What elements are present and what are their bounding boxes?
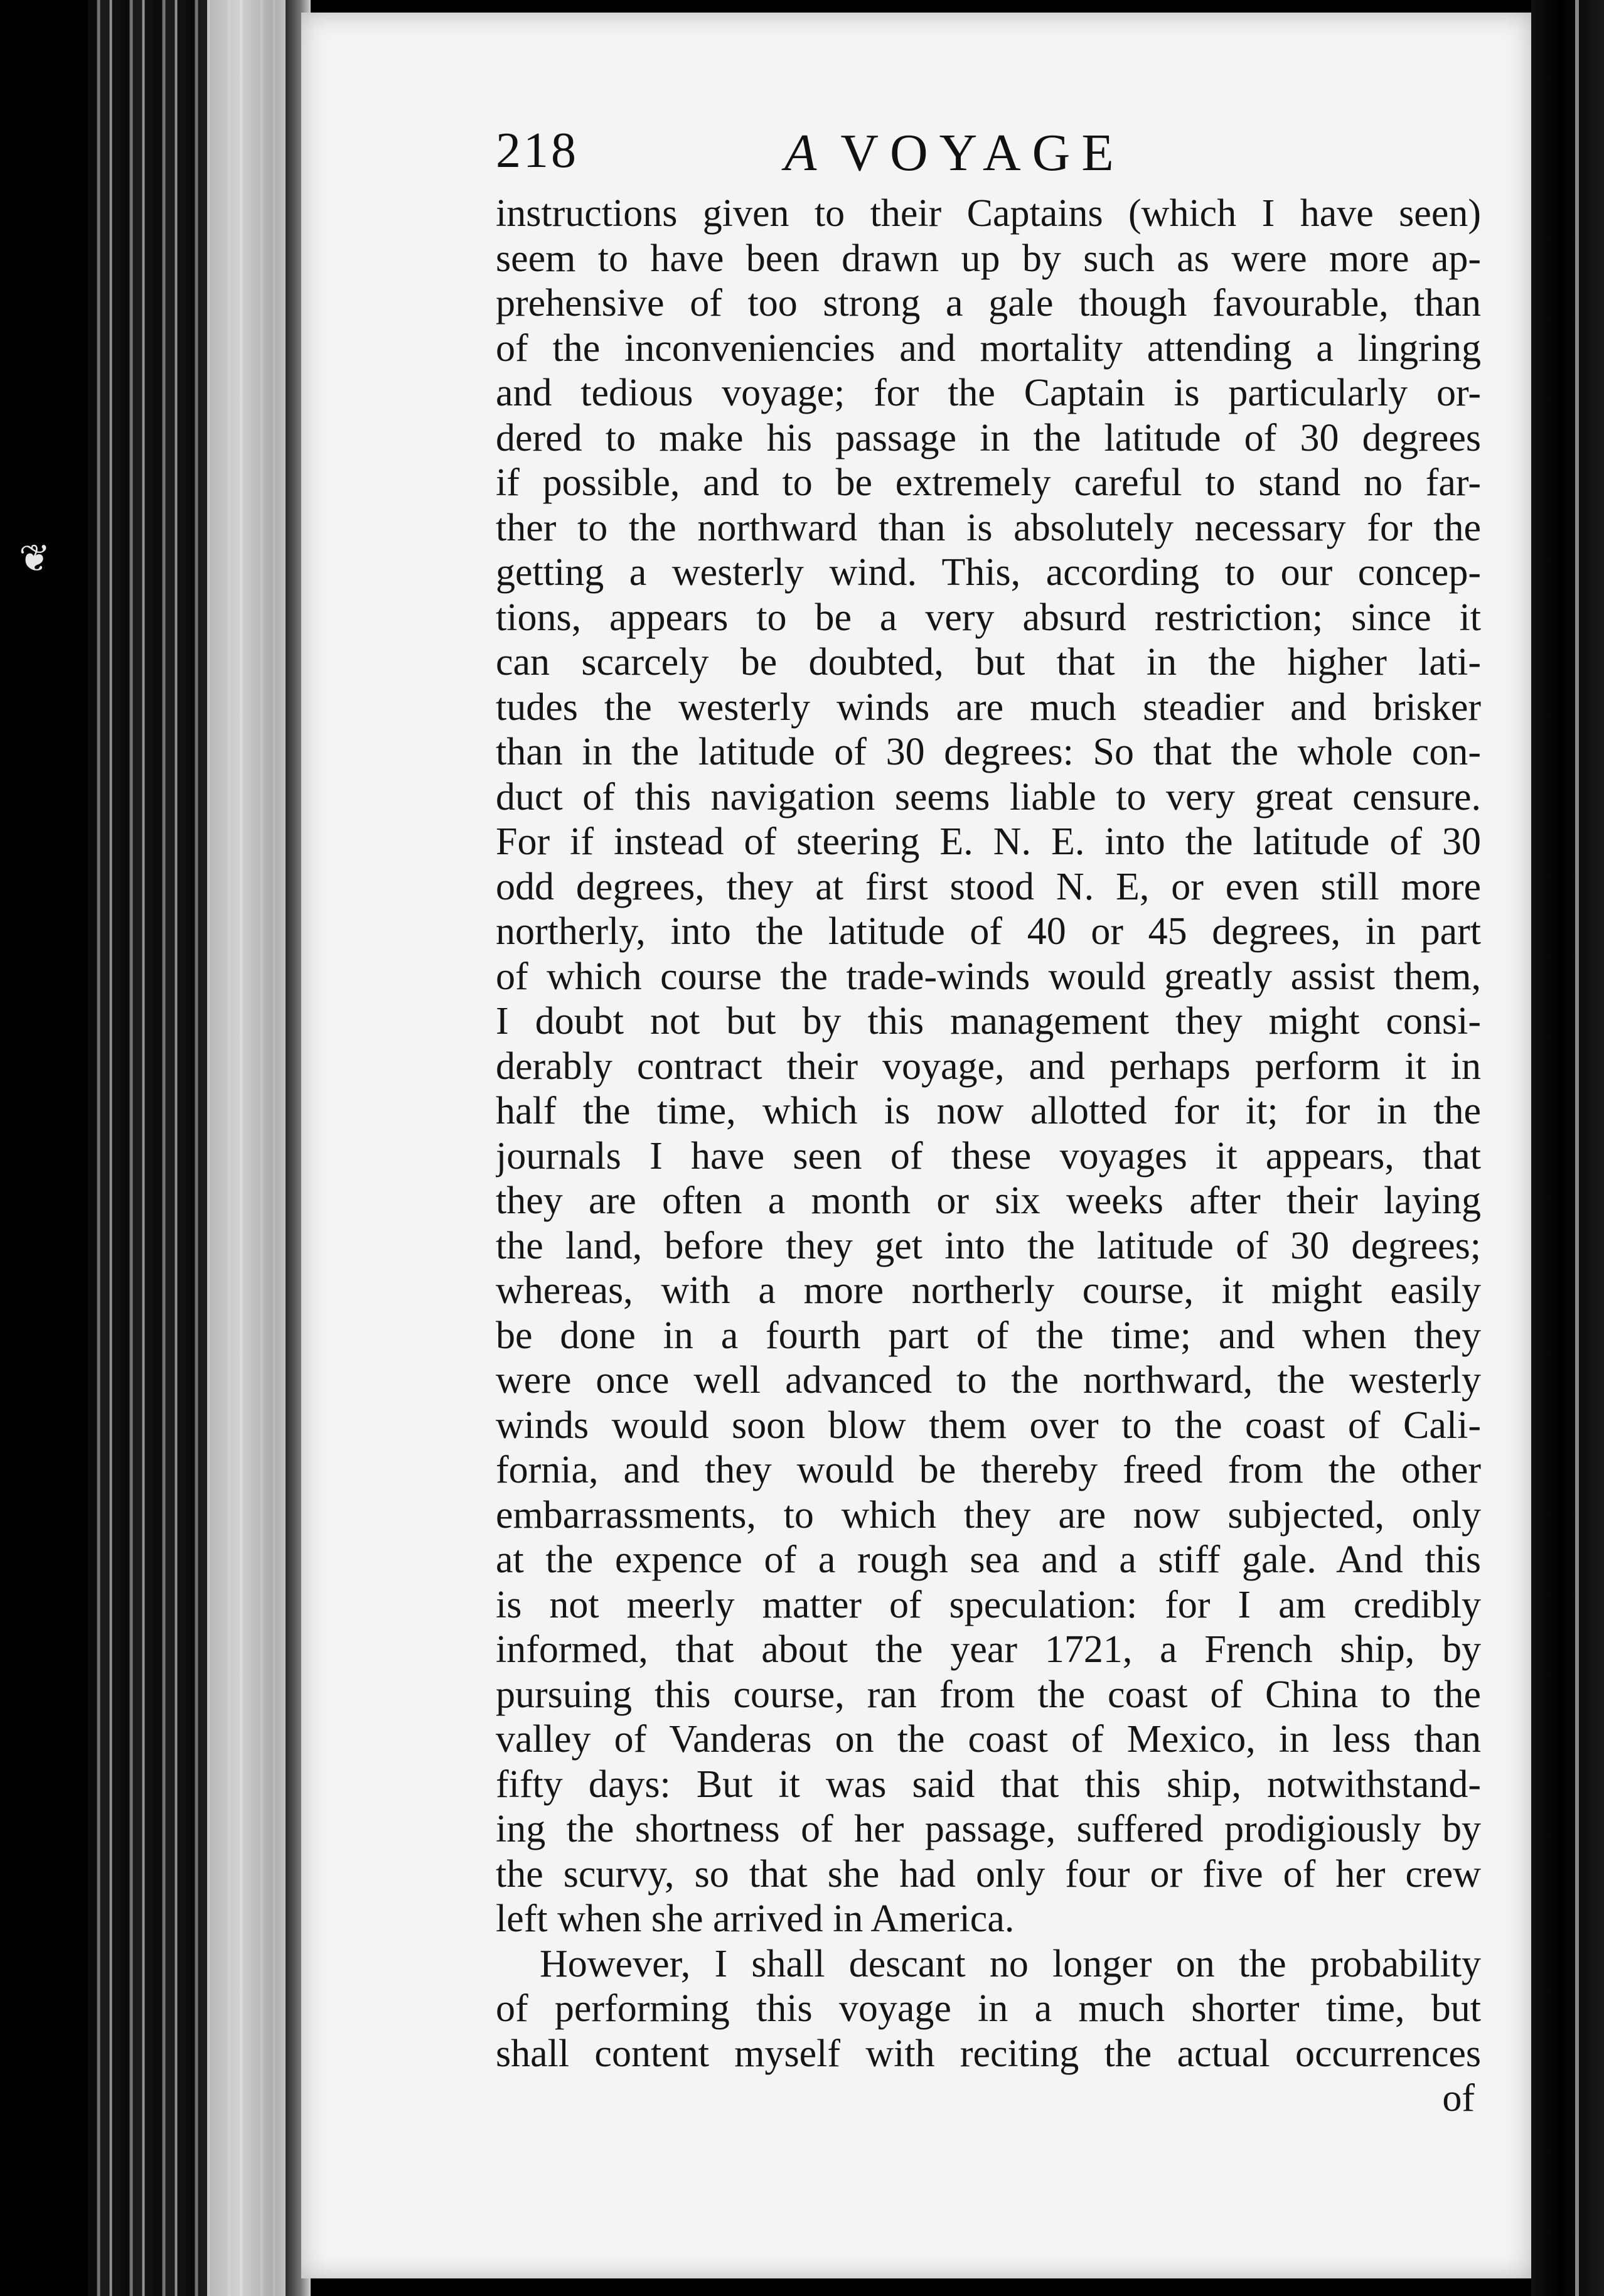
facing-page-edge bbox=[1531, 0, 1604, 2296]
text-line: informed, that about the year 1721, a French ship, by bbox=[496, 1628, 1481, 1671]
text-line: getting a westerly wind. This, according to our concep- bbox=[496, 551, 1481, 594]
text-line: were once well advanced to the northward, the westerly bbox=[496, 1359, 1481, 1402]
text-line: if possible, and to be extremely careful to stand no far- bbox=[496, 461, 1481, 504]
text-line: journals I have seen of these voyages it appears, that bbox=[496, 1134, 1481, 1178]
text-line: tudes the westerly winds are much steadier and brisker bbox=[496, 685, 1481, 729]
paragraph-end-line: left when she arrived in America. bbox=[496, 1897, 1015, 1940]
text-line: than in the latitude of 30 degrees: So that the whole con- bbox=[496, 731, 1481, 773]
running-head-word: VOYAGE bbox=[840, 124, 1125, 182]
body-text bbox=[496, 191, 1481, 2122]
running-head bbox=[496, 122, 1487, 191]
page-number: 218 bbox=[496, 123, 579, 178]
text-line: and tedious voyage; for the Captain is particularly or- bbox=[496, 372, 1481, 414]
text-line: northerly, into the latitude of 40 or 45 degrees, in part bbox=[496, 910, 1481, 953]
text-line: embarrassments, to which they are now subjected, only bbox=[496, 1493, 1481, 1537]
text-line: fornia, and they would be thereby freed from the other bbox=[496, 1449, 1481, 1491]
text-line: at the expence of a rough sea and a stiff gale. And this bbox=[496, 1538, 1481, 1581]
text-line: the scurvy, so that she had only four or five of her crew bbox=[496, 1852, 1481, 1896]
text-line: can scarcely be doubted, but that in the higher lati- bbox=[496, 641, 1481, 684]
text-line: instructions given to their Captains (which I have seen) bbox=[496, 192, 1481, 235]
running-head-title bbox=[784, 122, 1125, 183]
text-line: of the inconveniencies and mortality attending a lingring bbox=[496, 326, 1481, 370]
text-line: duct of this navigation seems liable to very great censure. bbox=[496, 775, 1481, 818]
text-line: derably contract their voyage, and perhaps perform it in bbox=[496, 1044, 1481, 1088]
text-line: prehensive of too strong a gale though favourable, than bbox=[496, 282, 1481, 325]
text-line: valley of Vanderas on the coast of Mexico, in less than bbox=[496, 1718, 1481, 1761]
margin-smudge: ❦ bbox=[19, 537, 51, 581]
running-head-article: A bbox=[784, 124, 828, 182]
text-line: I doubt not but by this management they might consi- bbox=[496, 1000, 1481, 1043]
text-line: be done in a fourth part of the time; and when they bbox=[496, 1314, 1481, 1357]
text-line: dered to make his passage in the latitude of 30 degrees bbox=[496, 416, 1481, 459]
text-line: tions, appears to be a very absurd restriction; since it bbox=[496, 596, 1481, 639]
text-line: seem to have been drawn up by such as were more ap- bbox=[496, 237, 1481, 280]
text-line: pursuing this course, ran from the coast of China to the bbox=[496, 1673, 1481, 1716]
text-line: For if instead of steering E. N. E. into the latitude of 30 bbox=[496, 820, 1481, 863]
text-line: winds would soon blow them over to the coast of Cali- bbox=[496, 1403, 1481, 1447]
text-line: ing the shortness of her passage, suffered prodigiously by bbox=[496, 1808, 1481, 1850]
text-line: of performing this voyage in a much shorter time, but bbox=[496, 1987, 1481, 2030]
text-line: shall content myself with reciting the actual occurrences bbox=[496, 2032, 1481, 2075]
text-line: the land, before they get into the latitude of 30 degrees; bbox=[496, 1224, 1481, 1267]
text-line: ther to the northward than is absolutely necessary for the bbox=[496, 506, 1481, 549]
text-line: is not meerly matter of speculation: for I am credibly bbox=[496, 1583, 1481, 1626]
text-line: they are often a month or six weeks after their laying bbox=[496, 1179, 1481, 1222]
catchword: of bbox=[1442, 2077, 1475, 2120]
text-line: fifty days: But it was said that this ship, notwithstand- bbox=[496, 1762, 1481, 1806]
text-line: of which course the trade-winds would greatly assist them, bbox=[496, 955, 1481, 998]
paragraph-start-line: However, I shall descant no longer on the probability bbox=[540, 1942, 1481, 1985]
text-line: half the time, which is now allotted for it; for in the bbox=[496, 1090, 1481, 1132]
text-line: whereas, with a more northerly course, it might easily bbox=[496, 1269, 1481, 1312]
text-line: odd degrees, they at first stood N. E, or even still more bbox=[496, 865, 1481, 908]
